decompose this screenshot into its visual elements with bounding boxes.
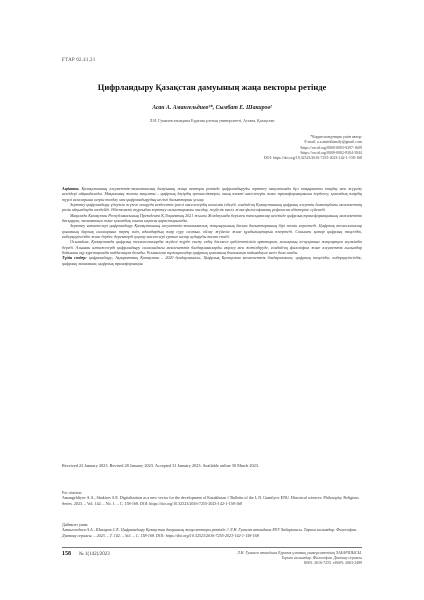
citation-en [62,490,362,506]
citation-label: For citation: [62,490,82,495]
keywords-label: Түйін сөздер: [62,255,87,261]
abstract-text: Қазақстанның әлеуметтік-экономикалық дамуының жаңа векторы ретінде цифрландыруды зерттеу мақсатында бұл тақырыпты таңдау мен жүргізу негіздері айқындалады. Мақаланың жалпы мақсаты – цифрлық дәуірдің ерекшеліктерін, оның өзекті мәселелерін және трансформациясын зерделеу; қоғамдық өмірдің түрлі салаларына әсерін талдау мен цифрландырудың негізгі бағыттарын ұсыну. [62,186,363,202]
journal-info [237,551,362,567]
citation-kz-label: Дәйексөз үшін: [62,522,89,527]
issn: ISSN: 2616-7255. eISSN: 2663-2489 [303,561,362,566]
abstract [62,186,362,266]
email-link[interactable]: E-mail: a.a.amirkhanaly@gmail.com [304,140,362,145]
journal-series: Тарихи ғылымдар. Философия. Дінтану сериясы [281,556,362,561]
abstract-paragraph: Зерттеу нәтижелері цифрландыру Қазақстанның әлеуметтік-экономикалық жаңғыруының басым бағыттарының бірі екенін көрсетеді. Цифрлық технологиялар қоғамның барлық салаларына терең еніп, адамдардың өмір сүру салтын, ойлау жүйесін және құндылықтарын өзгертеді. Сонымен қатар цифрлық теңсіздік, киберқауіпсіздік және дербес деректерді қорғау мәселелері ерекше назар аударуды талап етеді. [62,223,362,240]
citation-text: Amangeldiyev A.A., Shakirov S.E. Digitalization as a new vector for the development of Kazakhstan // Bulletin of the L.N. Gumilyov ENU. Historical sciences. Philosophy. Religious Series. 2023. – Vol. 142. – No. 1. – С. 158-168. DOI: https://doi.org/10.32523/2616-7255-2023-142-1-158-168 [62,495,359,506]
citation-kz [62,522,362,538]
keywords-text: цифрландыру; Ақпараттық Қазақстан – 2020 бағдарламасы; Цифрлық Қазақстан мемлекеттік бағдарламасы; цифрлық теңсіздік; киберқауіпсіздік; цифрлық экономика; цифрлық трансформация. [62,255,362,266]
article-code: ҒТАР 02.41.21 [62,58,96,63]
footer-divider [62,547,362,548]
affiliation: Л.Н. Гумилев атындағы Еуразия ұлттық университеті, Астана, Қазақстан [149,118,275,123]
received-dates: Received 22 January 2023. Revised 28 January 2023. Accepted 31 January 2023. Available online 30 March 2023. [62,463,260,468]
issue-number: № 1(142)/2023 [79,552,110,557]
abstract-paragraph: Мақалада Қазақстан Республикасының Президенті Қ.Тоқаевтың 2021 жылғы Жолдауында берілген тапсырмалар негізінде цифрлық трансформацияның мемлекеттік басқаруға, экономикаға және қоғамдық санаға ықпалы қарастырылады. [62,212,362,224]
orcid-link-1[interactable]: ¹https://orcid.org/0000-0003-9297-1609 [299,145,362,150]
abstract-paragraph [62,186,362,202]
abstract-paragraph: Осылайша, Қазақстанда цифрлық технологияларды жүйелі түрде енгізу елдің бәсекеге қабілеттілігін арттырып, халықтың әл-ауқатын жақсартуға мүмкіндік береді. Алынған нәтижелерді цифрландыру саласындағы мемлекеттік бағдарламаларды әзірлеу мен жетілдіруде, сондай-ақ философия және әлеуметтік ғылымдар бойынша оқу курстарында пайдалануға болады. Ұсынылған тұжырымдар цифрлық қоғамның болашағын пайымдауға негіз бола алады. [62,239,362,256]
abstract-label: Аңдатпа. [62,186,80,191]
contact-block [264,135,362,161]
citation-kz-text: Амангельдиев А.А., Шакиров С.Е. Цифрландыру Қазақстан дамуының жаңа векторы ретінде // Л.Н. Гумилев атындағы ЕҰУ Хабаршысы. Тарихи ғылымдар. Философия. Дінтану сериясы. – 2023. – Т. 142. – №1. – С. 158-168. DOI: https://doi.org/10.32523/2616-7255-2023-142-1-158-168 [62,527,357,538]
doi-link[interactable]: DOI: https://doi.org/10.32523/2616-7255-2023-142-1-158-168 [263,156,362,161]
corresponding-label: *Корреспонденция үшін автор: [310,135,362,139]
page-number: 158 [62,551,71,557]
authors: Асан А. Амангельдиев¹*, Сымбат Е. Шакиров² [152,105,272,111]
keywords [62,255,362,266]
article-title: Цифрландыру Қазақстан дамуының жаңа векторы ретінде [97,82,327,92]
abstract-paragraph: Зерттеу цифрландыру үдерісін жүзеге асыруда кездесетін іргелі мәселелердің шешімін іздеуді, сондай-ақ Қазақстанның цифрлық әлеуетін дамытудағы мемлекеттің рөлін айқындауды көздейді. Әдістемелік тұрғыдан зерттеу салыстырмалы талдау, жүйелік тәсіл және философиялық рефлексия әдістеріне сүйенеді. [62,202,362,213]
orcid-link-2[interactable]: ²https://orcid.org/0000-0002-8304-5844 [299,150,362,155]
journal-name: Л.Н. Гумилев атындағы Еуразия ұлттық университетінің ХАБАРШЫСЫ. [237,551,362,555]
